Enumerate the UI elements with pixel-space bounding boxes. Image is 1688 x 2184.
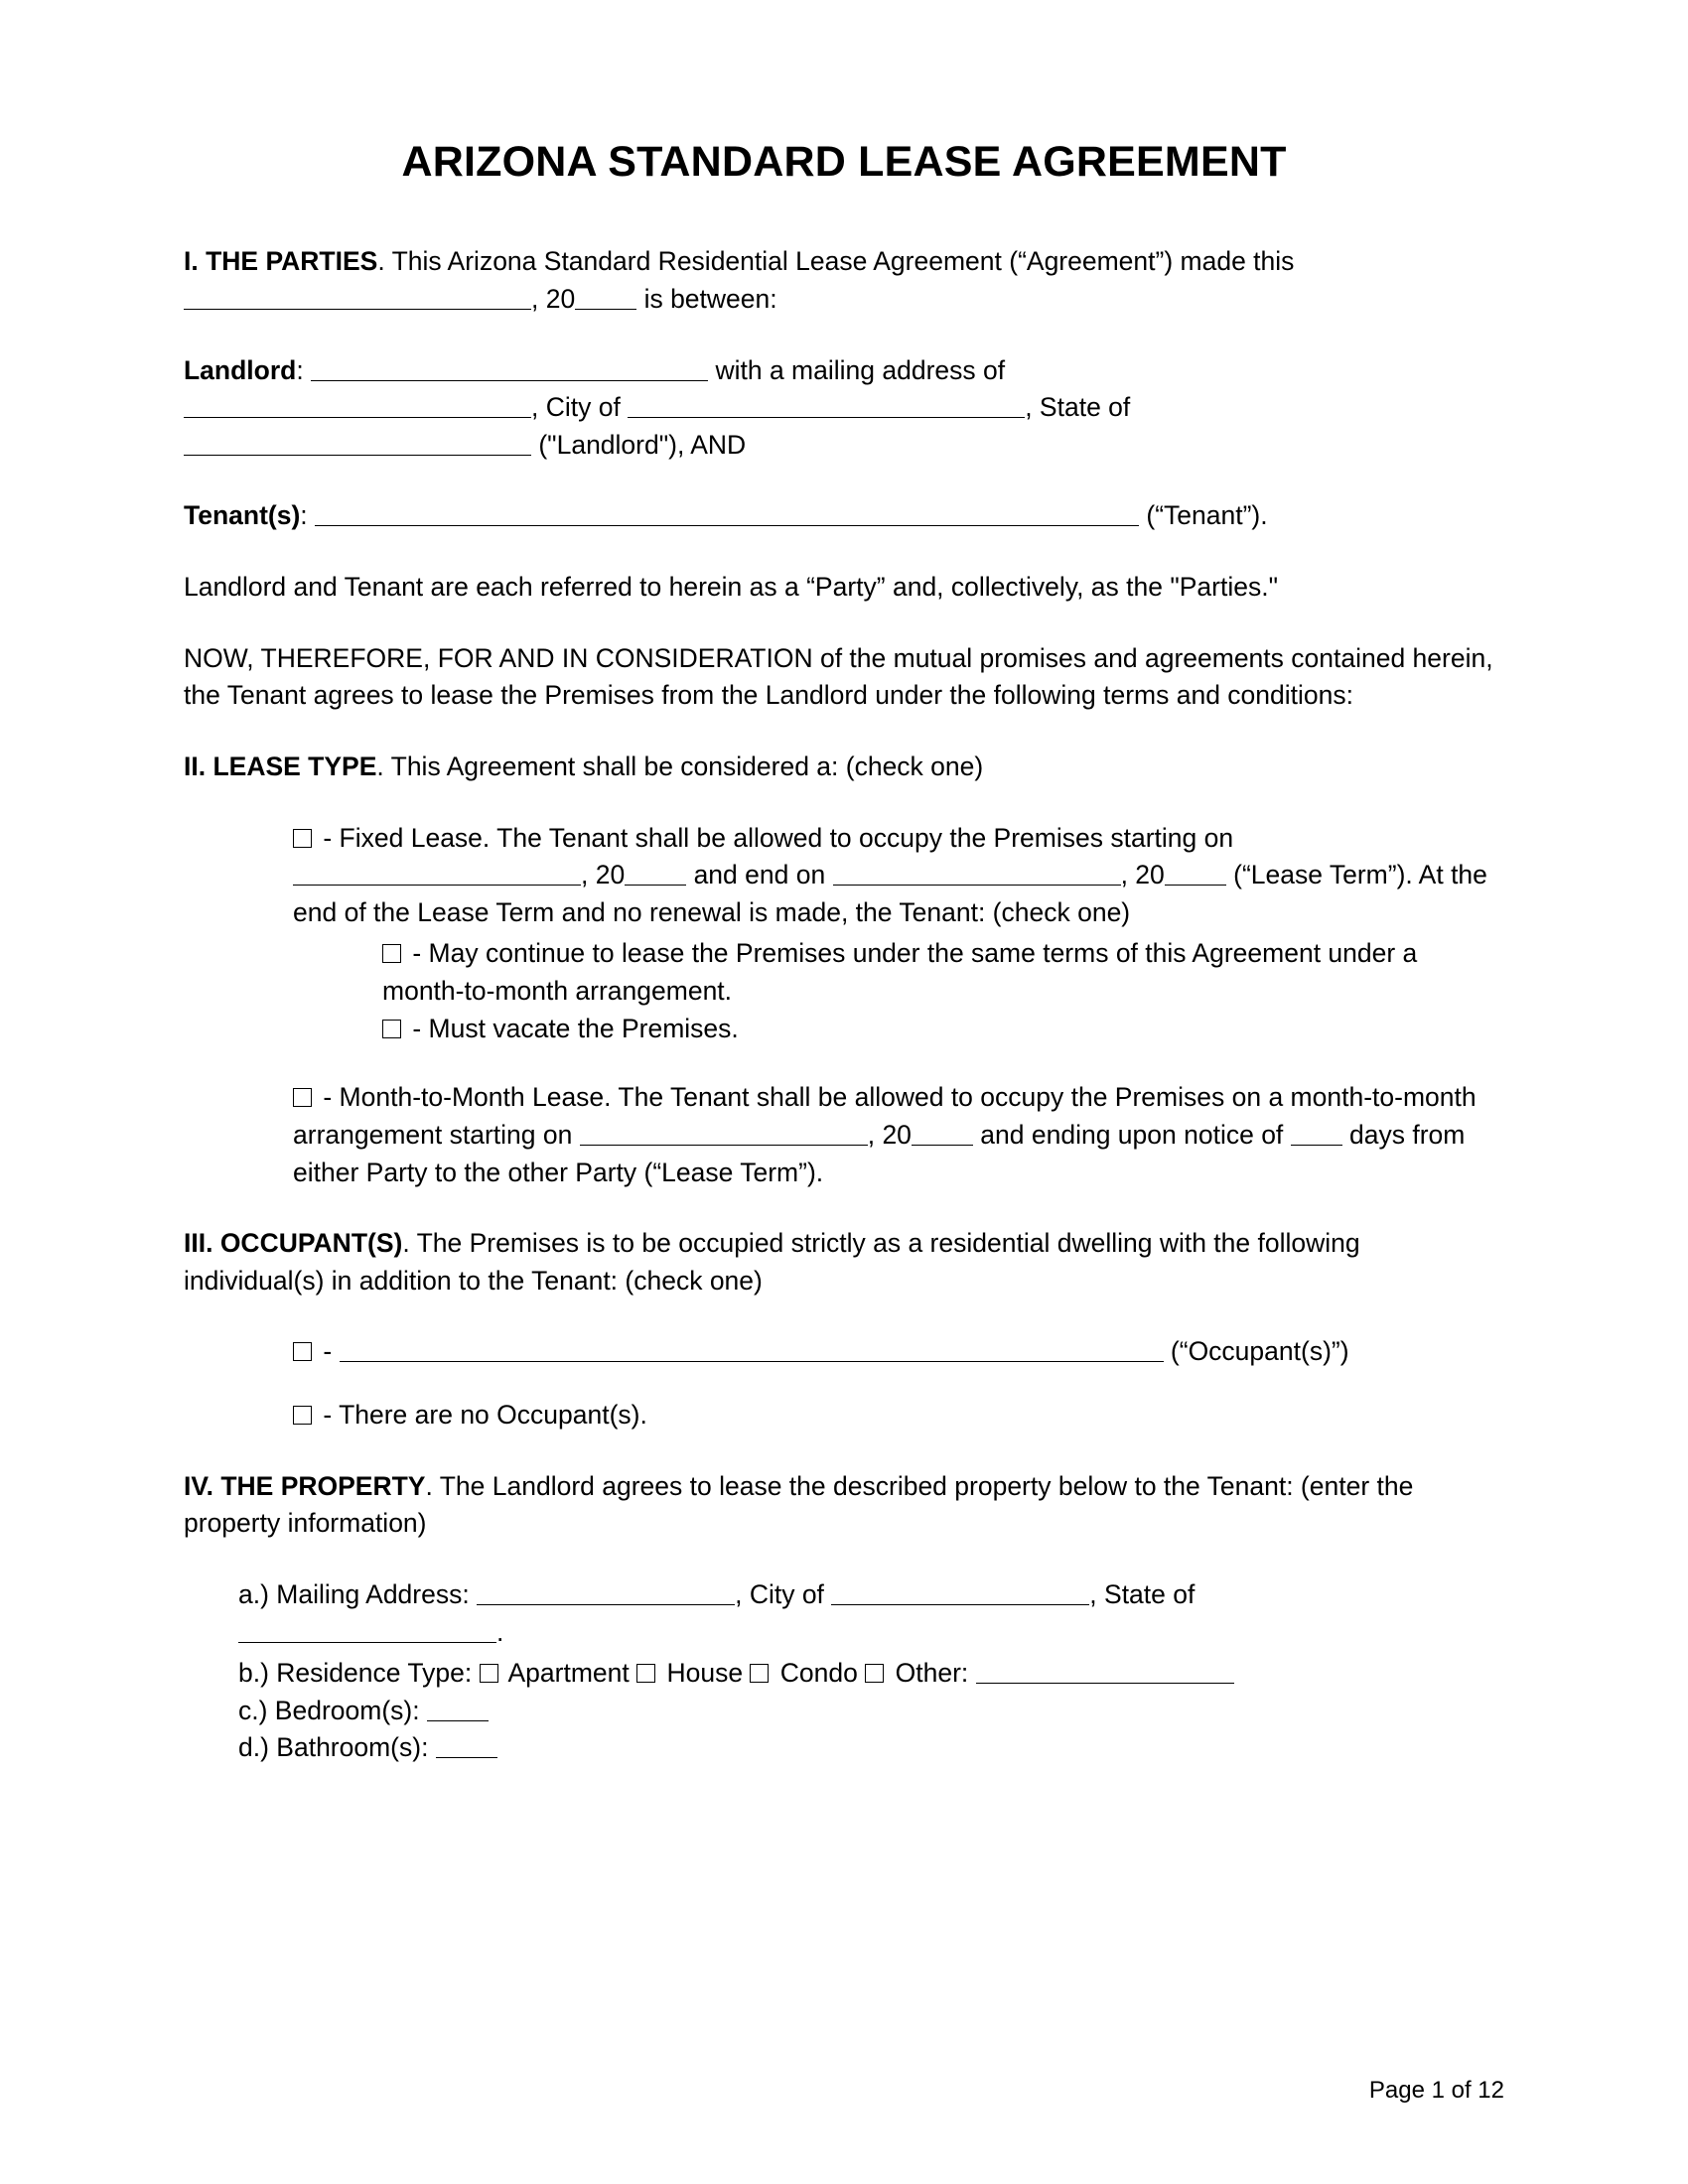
checkbox-month-to-month-lease[interactable] [293, 1088, 312, 1107]
section-occupants-intro [184, 1225, 1504, 1299]
property-residence-type [238, 1655, 1504, 1693]
property-a-state-text: , State of [1089, 1578, 1196, 1609]
property-bedrooms-line[interactable] [427, 1696, 489, 1721]
tenant-block [184, 497, 1504, 535]
section-heading-parties: I. THE PARTIES [184, 246, 378, 277]
landlord-mailing-text: with a mailing address of [708, 354, 1006, 385]
section-heading-occupants: III. OCCUPANT(S) [184, 1228, 403, 1259]
property-state-line[interactable] [238, 1616, 496, 1642]
page-footer: Page 1 of 12 [1368, 2077, 1504, 2104]
section-lease-type-intro [184, 749, 1504, 786]
mtm-text-b: , 20 [867, 1119, 912, 1150]
checkbox-apartment[interactable] [480, 1664, 498, 1683]
section-heading-property: IV. THE PROPERTY [184, 1470, 426, 1501]
mtm-start-date-line[interactable] [580, 1120, 868, 1146]
checkbox-house[interactable] [636, 1664, 655, 1683]
checkbox-condo[interactable] [750, 1664, 769, 1683]
landlord-label: Landlord [184, 354, 297, 385]
property-a-city-text: , City of [735, 1578, 832, 1609]
occupants-none-option[interactable] [293, 1397, 1504, 1434]
mtm-notice-days-line[interactable] [1291, 1120, 1342, 1146]
parties-intro-c: is between: [636, 283, 777, 314]
fixed-lease-text-e: (“Lease Term”). At the end of the Lease Term and no renewal is made, the Tenant: (check one) [293, 860, 1487, 927]
occupants-dash-a: - [316, 1336, 340, 1367]
property-b-condo: Condo [773, 1658, 866, 1689]
parties-intro-a: . This Arizona Standard Residential Lease Agreement (“Agreement”) made this [377, 246, 1295, 277]
property-intro-text: . The Landlord agrees to lease the described property below to the Tenant: (enter the property information) [184, 1470, 1414, 1539]
tenant-name-line[interactable] [315, 500, 1139, 526]
landlord-state-line[interactable] [184, 430, 531, 456]
fixed-lease-text-c: and end on [686, 860, 833, 890]
landlord-suffix: ("Landlord"), AND [531, 429, 747, 460]
fixed-lease-suboption-vacate[interactable] [382, 1011, 1504, 1048]
property-d-label: d.) Bathroom(s): [238, 1732, 436, 1763]
fixed-lease-suboption-continue[interactable] [382, 935, 1504, 1010]
fixed-lease-text-d: , 20 [1120, 860, 1165, 890]
fixed-lease-option[interactable] [293, 820, 1504, 932]
property-address-line[interactable] [477, 1579, 735, 1605]
property-a-end: . [496, 1616, 504, 1647]
parties-intro-b: , 20 [531, 283, 576, 314]
occupants-intro-text: . The Premises is to be occupied strictly as a residential dwelling with the following individual(s) in addition to the Tenant: (check one) [184, 1228, 1360, 1296]
landlord-address-line[interactable] [184, 392, 531, 418]
property-city-line[interactable] [831, 1579, 1089, 1605]
party-definition: Landlord and Tenant are each referred to herein as a “Party” and, collectively, as the "Parties." [184, 572, 1279, 603]
section-property-intro [184, 1468, 1504, 1543]
property-bathrooms-line[interactable] [436, 1732, 497, 1758]
tenant-suffix: (“Tenant”). [1139, 500, 1268, 531]
fixed-end-year-line[interactable] [1165, 860, 1226, 886]
continue-option-text: - May continue to lease the Premises under the same terms of this Agreement under a month-to-month arrangement. [382, 938, 1418, 1007]
landlord-city-line[interactable] [628, 392, 1025, 418]
consideration-paragraph: NOW, THEREFORE, FOR AND IN CONSIDERATION of the mutual promises and agreements contained herein, the Tenant agrees to lease the Premises from the Landlord under the following terms and conditions: [184, 642, 1493, 711]
checkbox-continue-month-to-month[interactable] [382, 944, 401, 963]
date-day-line[interactable] [184, 284, 531, 310]
checkbox-no-occupants[interactable] [293, 1406, 312, 1425]
property-a-label: a.) Mailing Address: [238, 1578, 478, 1609]
landlord-state-text: , State of [1025, 392, 1131, 423]
fixed-lease-text-a: - Fixed Lease. The Tenant shall be allowed to occupy the Premises starting on [316, 822, 1234, 853]
landlord-block [184, 352, 1504, 465]
property-b-label: b.) Residence Type: [238, 1658, 480, 1689]
landlord-name-line[interactable] [311, 354, 708, 380]
vacate-option-text: - Must vacate the Premises. [405, 1013, 739, 1043]
property-mailing-address [238, 1576, 1504, 1651]
property-other-line[interactable] [976, 1658, 1234, 1684]
checkbox-fixed-lease[interactable] [293, 829, 312, 848]
page-title: ARIZONA STANDARD LEASE AGREEMENT [401, 138, 1287, 186]
section-parties-intro [184, 243, 1504, 318]
mtm-start-year-line[interactable] [912, 1120, 973, 1146]
mtm-text-c: and ending upon notice of [972, 1119, 1291, 1150]
property-c-label: c.) Bedroom(s): [238, 1695, 427, 1725]
occupants-none-text: - There are no Occupant(s). [316, 1400, 647, 1431]
occupants-suffix: (“Occupant(s)”) [1163, 1336, 1349, 1367]
property-b-apartment: Apartment [501, 1658, 637, 1689]
property-bathrooms [238, 1729, 1504, 1767]
tenant-label: Tenant(s) [184, 500, 301, 531]
property-bedrooms [238, 1693, 1504, 1730]
property-b-other: Other: [888, 1658, 976, 1689]
mtm-text-a: - Month-to-Month Lease. The Tenant shall be allowed to occupy the Premises on a month-to-month arrangement starting on [293, 1082, 1477, 1150]
date-year-line[interactable] [575, 284, 636, 310]
section-heading-lease-type: II. LEASE TYPE [184, 751, 377, 781]
fixed-start-year-line[interactable] [625, 860, 686, 886]
landlord-colon: : [296, 354, 312, 385]
lease-type-intro-text: . This Agreement shall be considered a: (check one) [376, 751, 984, 781]
fixed-start-date-line[interactable] [293, 860, 581, 886]
property-b-house: House [659, 1658, 751, 1689]
fixed-lease-text-b: , 20 [581, 860, 626, 890]
tenant-colon: : [300, 500, 316, 531]
month-to-month-option[interactable] [293, 1079, 1504, 1191]
fixed-end-date-line[interactable] [833, 860, 1121, 886]
checkbox-occupants-list[interactable] [293, 1342, 312, 1361]
occupants-names-line[interactable] [340, 1336, 1164, 1362]
landlord-city-text: , City of [531, 392, 629, 423]
mtm-text-d: days from either Party to the other Party (“Lease Term”). [293, 1119, 1466, 1187]
occupants-list-option[interactable] [293, 1333, 1504, 1371]
checkbox-must-vacate[interactable] [382, 1020, 401, 1038]
checkbox-other[interactable] [865, 1664, 884, 1683]
